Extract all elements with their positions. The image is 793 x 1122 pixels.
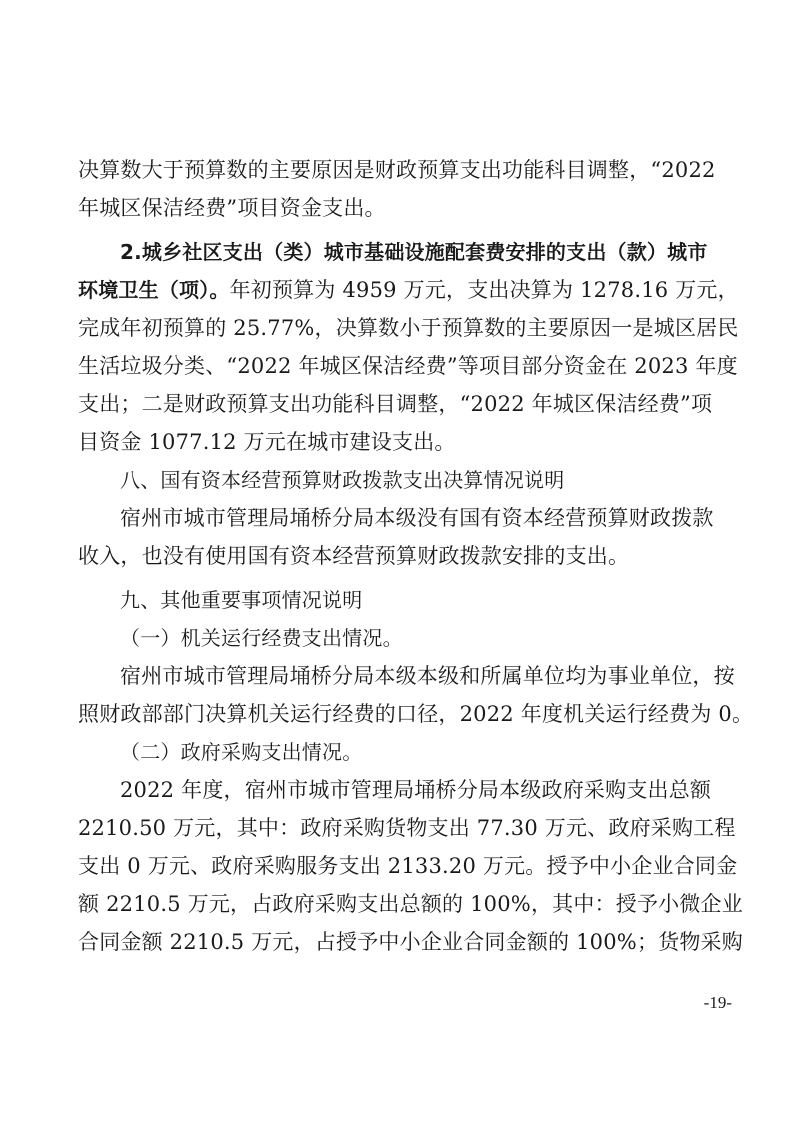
paragraph-line: 2210.50 万元，其中：政府采购货物支出 77.30 万元、政府采购工程	[78, 816, 736, 840]
paragraph-line: 收入，也没有使用国有资本经营预算财政拨款安排的支出。	[78, 544, 630, 568]
paragraph-line: 年城区保洁经费”项目资金支出。	[78, 196, 386, 220]
subsection-heading-1: （一）机关运行经费支出情况。	[120, 626, 403, 650]
section-heading-8: 八、国有资本经营预算财政拨款支出决算情况说明	[120, 468, 565, 492]
paragraph-line: 宿州市城市管理局埇桥分局本级本级和所属单位均为事业单位，按	[120, 664, 735, 688]
body-text	[78, 151, 754, 961]
item-heading-line: 2.城乡社区支出（类）城市基础设施配套费安排的支出（款）城市	[120, 240, 708, 264]
subsection-heading-2: （二）政府采购支出情况。	[120, 740, 363, 764]
paragraph-line: 目资金 1077.12 万元在城市建设支出。	[78, 430, 456, 454]
paragraph-line: 2022 年度，宿州市城市管理局埇桥分局本级政府采购支出总额	[120, 778, 712, 802]
paragraph-line: 支出 0 万元、政府采购服务支出 2133.20 万元。授予中小企业合同金	[78, 854, 738, 878]
paragraph-line: 合同金额 2210.5 万元，占授予中小企业合同金额的 100%；货物采购	[78, 930, 743, 954]
paragraph-line: 额 2210.5 万元，占政府采购支出总额的 100%，其中：授予小微企业	[78, 892, 743, 916]
paragraph-text: 年初预算为 4959 万元，支出决算为 1278.16 万元，	[229, 278, 739, 302]
paragraph-line: 生活垃圾分类、“2022 年城区保洁经费”等项目部分资金在 2023 年度	[78, 354, 738, 378]
paragraph-line: 决算数大于预算数的主要原因是财政预算支出功能科目调整，“2022	[78, 158, 716, 182]
paragraph-line: 宿州市城市管理局埇桥分局本级没有国有资本经营预算财政拨款	[120, 506, 714, 530]
page-number: -19-	[703, 993, 732, 1012]
paragraph-line: 完成年初预算的 25.77%，决算数小于预算数的主要原因一是城区居民	[78, 316, 739, 340]
section-heading-9: 九、其他重要事项情况说明	[120, 588, 363, 612]
item-heading-tail: 环境卫生（项）。	[78, 278, 230, 302]
paragraph-line	[78, 271, 739, 309]
paragraph-line: 照财政部部门决算机关运行经费的口径，2022 年度机关运行经费为 0。	[78, 702, 754, 726]
paragraph-line: 支出；二是财政预算支出功能科目调整，“2022 年城区保洁经费”项	[78, 392, 713, 416]
